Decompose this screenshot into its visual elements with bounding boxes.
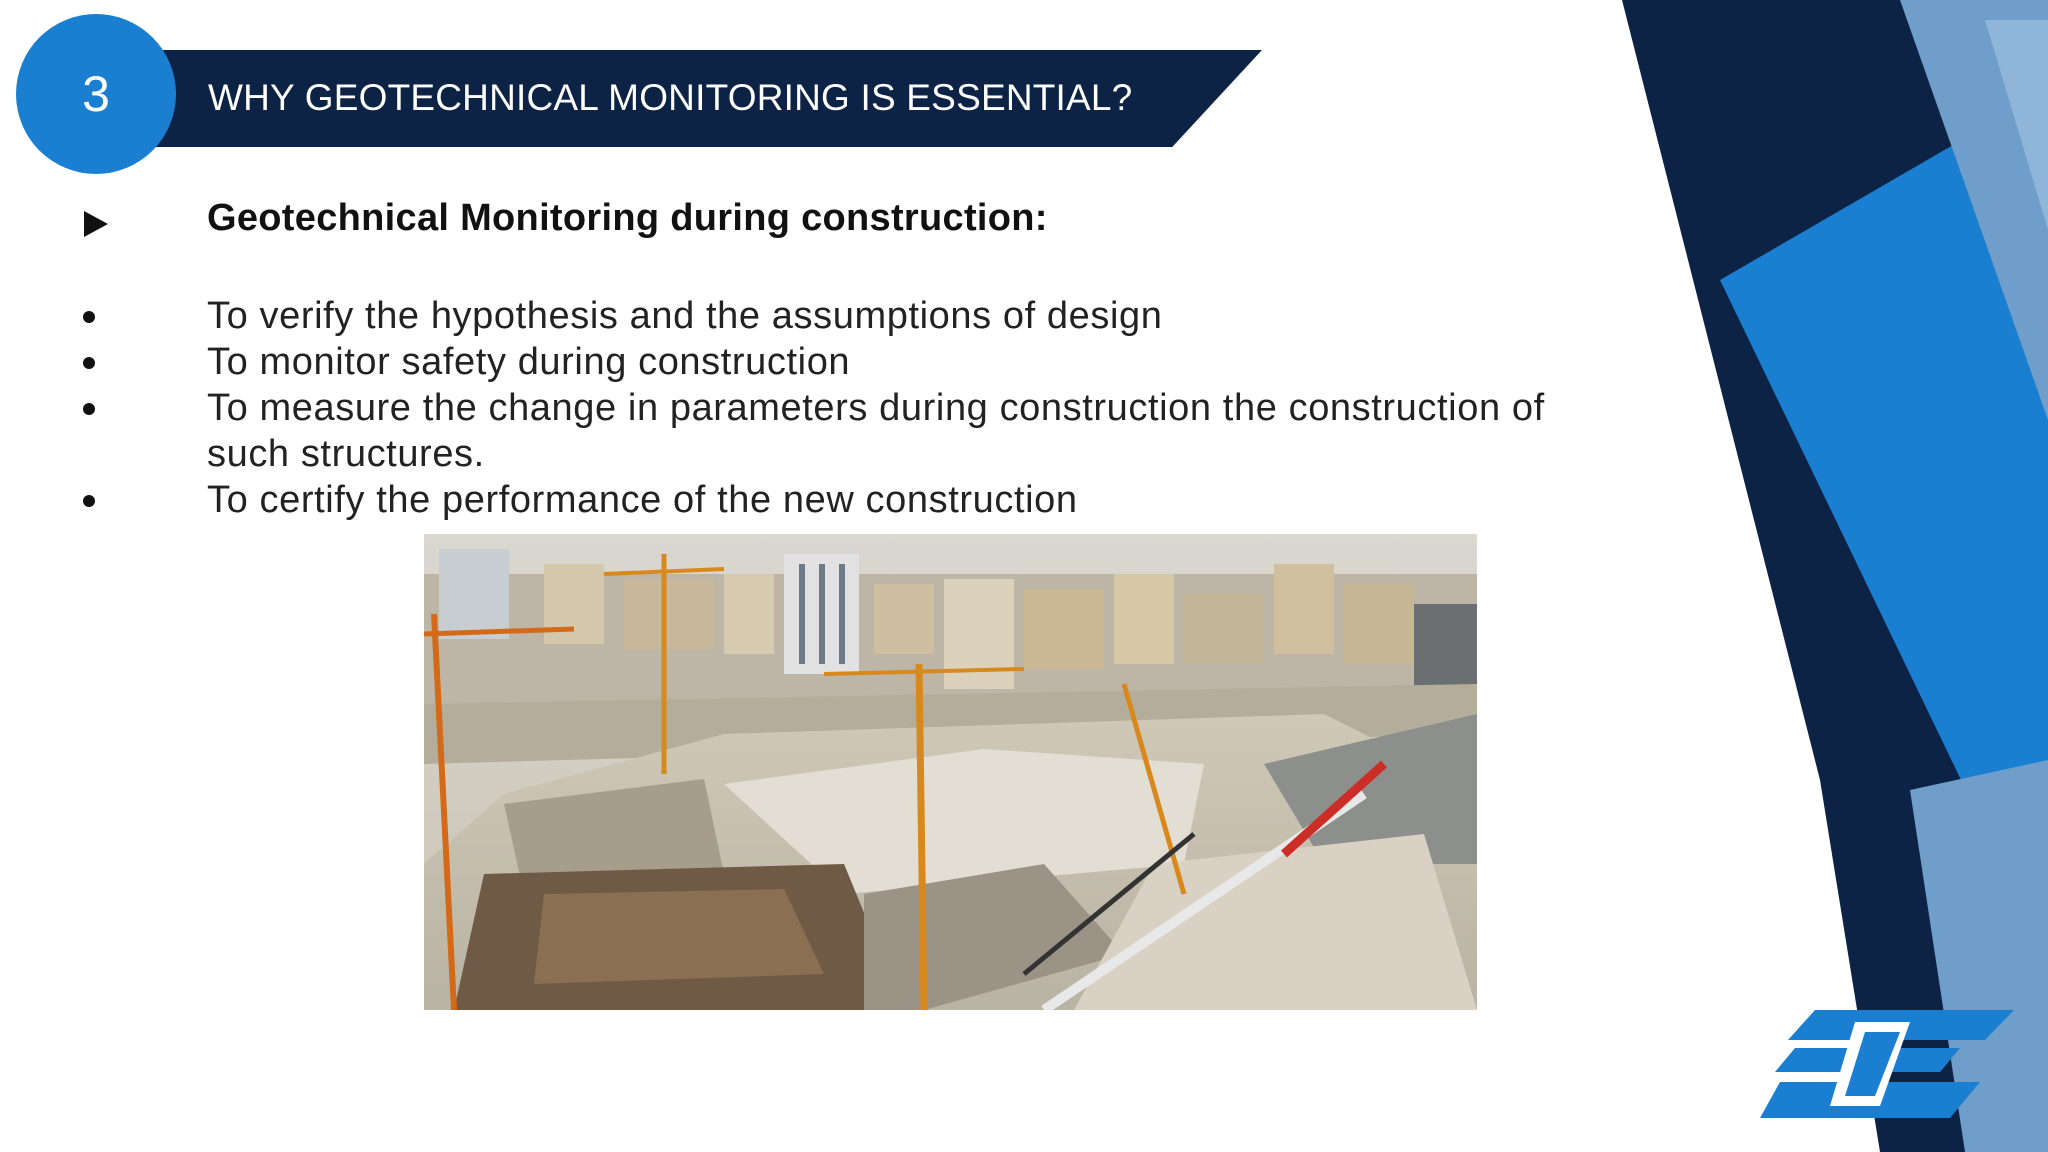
slide-title: WHY GEOTECHNICAL MONITORING IS ESSENTIAL? bbox=[208, 77, 1133, 118]
bullet-icon bbox=[83, 495, 95, 507]
list-item: To certify the performance of the new construction bbox=[207, 479, 1078, 521]
construction-site-photo bbox=[424, 534, 1477, 1010]
play-arrow-icon bbox=[84, 211, 108, 237]
list-item: To verify the hypothesis and the assumptions of design bbox=[207, 295, 1163, 337]
list-item-continuation: such structures. bbox=[207, 433, 485, 475]
list-item: To measure the change in parameters during construction the construction of bbox=[207, 387, 1545, 429]
bullet-icon bbox=[83, 403, 95, 415]
list-item: To monitor safety during construction bbox=[207, 341, 851, 383]
bullet-icon bbox=[83, 357, 95, 369]
company-logo bbox=[1760, 1010, 2014, 1118]
bullet-icon bbox=[83, 311, 95, 323]
section-heading: Geotechnical Monitoring during construction: bbox=[207, 197, 1048, 239]
slide-number: 3 bbox=[82, 66, 110, 122]
